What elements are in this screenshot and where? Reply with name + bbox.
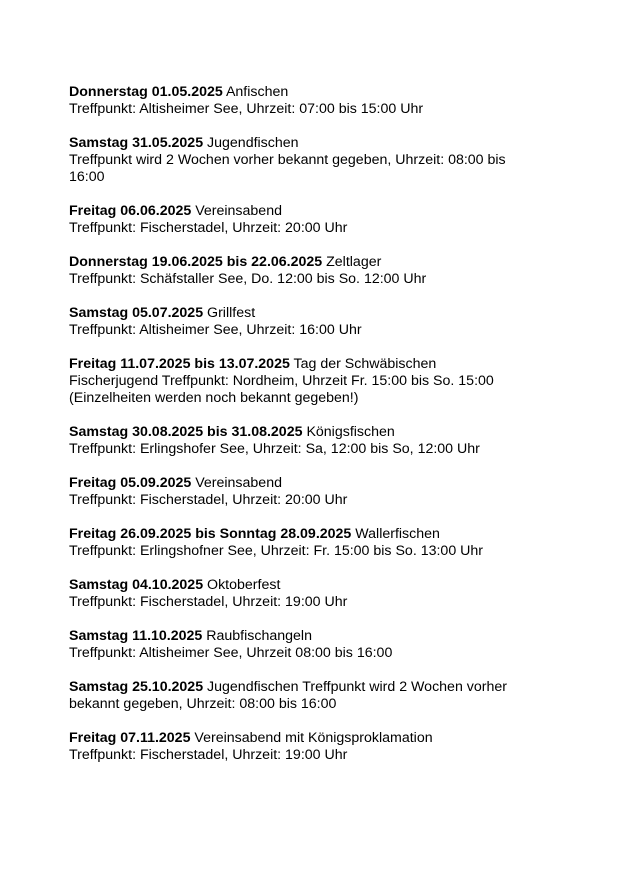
- event-heading: [69, 356, 549, 373]
- event-title: Vereinsabend mit Königsproklamation: [194, 730, 433, 746]
- event-heading: [69, 305, 549, 322]
- event-date: Freitag 07.11.2025: [69, 730, 191, 746]
- event-detail: Treffpunkt: Altisheimer See, Uhrzeit 08:00 bis 16:00: [69, 645, 393, 661]
- event-date: Samstag 31.05.2025: [69, 135, 204, 151]
- event-date: Freitag 05.09.2025: [69, 475, 192, 491]
- event-item: [69, 577, 549, 611]
- event-detail: Treffpunkt: Fischerstadel, Uhrzeit: 19:00 Uhr: [69, 747, 348, 763]
- event-title: Königsfischen: [306, 424, 395, 440]
- event-detail: Treffpunkt: Fischerstadel, Uhrzeit: 20:00 Uhr: [69, 492, 348, 508]
- event-date: Donnerstag 01.05.2025: [69, 84, 223, 100]
- event-title: Anfischen: [225, 84, 289, 100]
- event-heading: [69, 84, 549, 101]
- event-date: Samstag 04.10.2025: [69, 577, 204, 593]
- event-heading: [69, 730, 549, 747]
- event-item: [69, 84, 549, 118]
- event-detail: Treffpunkt: Erlingshofer See, Uhrzeit: Sa, 12:00 bis So, 12:00 Uhr: [69, 441, 480, 457]
- event-date: Samstag 05.07.2025: [69, 305, 204, 321]
- event-date: Samstag 30.08.2025 bis 31.08.2025: [69, 424, 303, 440]
- event-detail: (Einzelheiten werden noch bekannt gegeben!): [69, 390, 359, 406]
- event-item: [69, 135, 549, 186]
- event-detail: Treffpunkt: Altisheimer See, Uhrzeit: 07:00 bis 15:00 Uhr: [69, 101, 424, 117]
- event-item: [69, 356, 549, 407]
- event-item: [69, 526, 549, 560]
- event-item: [69, 254, 549, 288]
- event-item: [69, 679, 549, 713]
- event-heading: [69, 203, 549, 220]
- event-detail: Treffpunkt: Altisheimer See, Uhrzeit: 16:00 Uhr: [69, 322, 362, 338]
- event-item: [69, 203, 549, 237]
- event-list: [69, 84, 549, 781]
- event-title: Zeltlager: [326, 254, 382, 270]
- event-heading: [69, 577, 549, 594]
- event-detail: Fischerjugend Treffpunkt: Nordheim, Uhrzeit Fr. 15:00 bis So. 15:00: [69, 373, 494, 389]
- event-date: Freitag 11.07.2025 bis 13.07.2025: [69, 356, 290, 372]
- event-detail: Treffpunkt: Fischerstadel, Uhrzeit: 20:00 Uhr: [69, 220, 348, 236]
- event-title: Vereinsabend: [195, 203, 282, 219]
- event-date: Freitag 26.09.2025 bis Sonntag 28.09.2025: [69, 526, 352, 542]
- event-title: Wallerfischen: [355, 526, 440, 542]
- event-heading: [69, 135, 549, 152]
- event-date: Samstag 25.10.2025: [69, 679, 204, 695]
- event-heading: [69, 424, 549, 441]
- event-title: Tag der Schwäbischen: [293, 356, 437, 372]
- event-heading: [69, 679, 549, 696]
- event-heading: [69, 475, 549, 492]
- event-heading: [69, 254, 549, 271]
- event-item: [69, 475, 549, 509]
- event-title: Grillfest: [207, 305, 256, 321]
- event-item: [69, 305, 549, 339]
- event-detail: Treffpunkt: Erlingshofner See, Uhrzeit: Fr. 15:00 bis So. 13:00 Uhr: [69, 543, 484, 559]
- event-detail: Treffpunkt: Schäfstaller See, Do. 12:00 bis So. 12:00 Uhr: [69, 271, 427, 287]
- event-heading: [69, 526, 549, 543]
- event-detail: Treffpunkt: Fischerstadel, Uhrzeit: 19:00 Uhr: [69, 594, 348, 610]
- event-heading: [69, 628, 549, 645]
- event-date: Samstag 11.10.2025: [69, 628, 203, 644]
- event-title: Vereinsabend: [195, 475, 282, 491]
- event-title: Jugendfischen: [207, 135, 299, 151]
- event-date: Donnerstag 19.06.2025 bis 22.06.2025: [69, 254, 323, 270]
- event-item: [69, 628, 549, 662]
- event-title: Jugendfischen Treffpunkt wird 2 Wochen vorher: [207, 679, 507, 695]
- event-detail: 16:00: [69, 169, 105, 185]
- event-date: Freitag 06.06.2025: [69, 203, 192, 219]
- event-item: [69, 424, 549, 458]
- event-title: Raubfischangeln: [206, 628, 312, 644]
- event-item: [69, 730, 549, 764]
- event-detail: bekannt gegeben, Uhrzeit: 08:00 bis 16:00: [69, 696, 337, 712]
- event-title: Oktoberfest: [207, 577, 281, 593]
- event-detail: Treffpunkt wird 2 Wochen vorher bekannt gegeben, Uhrzeit: 08:00 bis: [69, 152, 506, 168]
